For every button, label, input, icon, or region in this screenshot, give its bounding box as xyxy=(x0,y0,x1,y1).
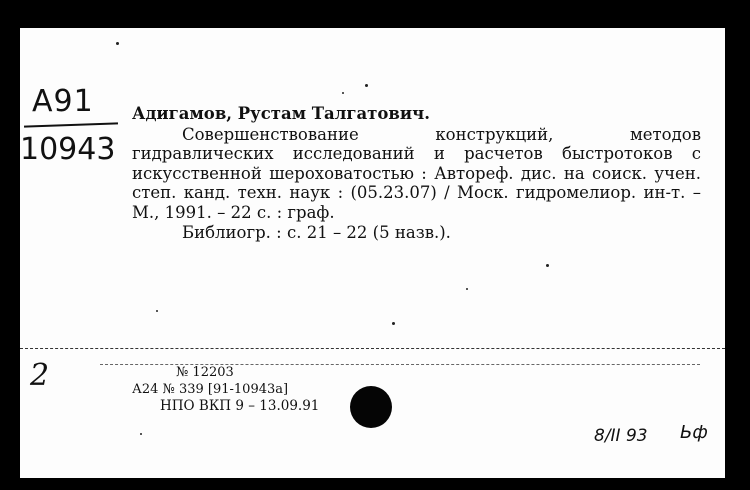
shelf-mark-rule xyxy=(24,122,118,127)
speck xyxy=(546,264,549,267)
shelf-mark-bottom: 10943 xyxy=(20,132,116,167)
handwritten-initials: Ьф xyxy=(680,422,708,443)
card-metadata xyxy=(132,364,319,415)
speck xyxy=(140,433,142,435)
divider-line xyxy=(20,348,725,349)
speck xyxy=(156,310,158,312)
author-name: Адигамов, Рустам Талгатович. xyxy=(132,104,430,123)
speck xyxy=(392,322,395,325)
record-number: № 12203 xyxy=(176,365,234,380)
bibliographic-entry xyxy=(132,104,707,243)
work-description: Совершенствование конструкций, методов гидравлических исследований и расчетов быстротоков с искусственной шероховатостью : Автореф. дис. на соиск. учен. степ. канд. техн. наук : (05.23.07) / Моск. гидромелиор. ин-т. – М., 1991. – 22 с. : граф. xyxy=(132,124,701,222)
speck xyxy=(365,84,368,87)
catalog-card xyxy=(20,28,725,478)
bibliography-note: Библиогр. : с. 21 – 22 (5 назв.). xyxy=(182,223,451,242)
speck xyxy=(466,288,468,290)
punch-hole xyxy=(350,386,392,428)
speck xyxy=(116,42,119,45)
speck xyxy=(342,92,344,94)
publisher-line: НПО ВКП 9 – 13.09.91 xyxy=(160,398,320,414)
shelf-mark-top: A91 xyxy=(32,84,94,119)
handwritten-date: 8/II 93 xyxy=(594,426,648,446)
handwritten-mark: 2 xyxy=(30,358,50,393)
catalog-code: А24 № 339 [91-10943а] xyxy=(132,382,289,397)
